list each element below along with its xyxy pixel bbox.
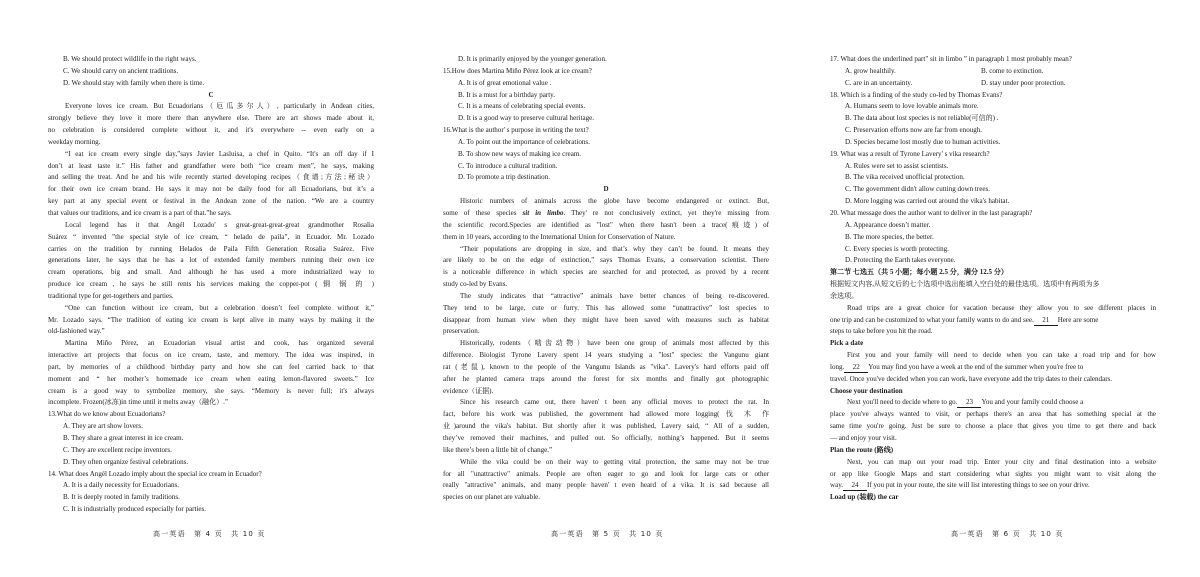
text-line: carries on the tradition by running Helados de Paila Fifth Generation Rosalia Suárez. Five: [48, 244, 374, 253]
subheading: Pick a date: [830, 339, 864, 348]
text-line: D. It is a good way to preserve cultural heritage.: [458, 114, 594, 123]
text-line: 19. What was a result of Tyrone Lavery' s vika research?: [830, 149, 990, 158]
text-line: D. Protecting the Earth takes everyone.: [845, 256, 956, 265]
passage-label: C: [208, 90, 214, 99]
text-line: B. The vika received unofficial protection.: [845, 173, 965, 182]
paragraph-line: Next you'll need to decide where to go. 23 You and your family could choose a: [847, 398, 1084, 407]
text-line: generations later, he says that he has a lot of extended family members running their own ice: [48, 256, 374, 265]
text-line: and selling the treat. And he and his wife recently started developing recipes（食谱;方法;秘诀）: [48, 173, 374, 182]
text-line: While the vika could be on their way to getting vital protection, the same may not be true: [460, 457, 769, 466]
text-line: C. The government didn't allow cutting down trees.: [845, 185, 990, 194]
text-line: 业)around the vika's habitat. But shortly after it was published, Lavery said, “ All of a sudden,: [443, 422, 769, 431]
text-line: C. We should carry on ancient traditions.: [63, 66, 179, 75]
paragraph-line: First you and your family will need to decide when you can take a road trip and for how: [847, 351, 1156, 360]
option-17d: D. stay under poor protection.: [981, 78, 1066, 87]
text-line: They tend to be large, cute or furry. This has allowed some “unattractive” lost species to: [443, 303, 769, 312]
text-line: is a noticeable difference in which species are searched for and protected, as proved by a recent: [443, 268, 769, 277]
section-instruction-cont: 余选项。: [830, 291, 859, 300]
text-line: cream operations, big and small. And although he has used a more industrialized way to: [48, 268, 374, 277]
text-line: A. To point out the importance of celebrations.: [458, 137, 590, 146]
text-line: 14. What does Angél Lozado imply about the special ice cream in Ecuador?: [48, 469, 262, 478]
text-line: D. It is primarily enjoyed by the younger generation.: [458, 55, 607, 63]
text-line: D. To promote a trip destination.: [458, 173, 550, 182]
text-line: for all "unattractive" animals. People are often eager to go and look for large cats or other: [443, 469, 769, 478]
text-line: C. Preservation efforts now are far from enough.: [845, 126, 983, 135]
text-line: A. Appearance doesn’t matter.: [845, 220, 931, 229]
text-line: cream is a good way to symbolize memory, she says. “Memory is never full; it's always: [48, 386, 374, 395]
text-line: Since his research came out, there haven' t been any official moves to protect the rat. In: [460, 398, 769, 407]
text-line: preservation.: [443, 327, 480, 336]
text-line: A. Humans seem to love lovable animals more.: [845, 102, 979, 111]
text-line: interactive art projects that focus on ice cream, taste, and memory. The idea was inspired, in: [48, 351, 374, 360]
option-17c: C. are in an uncertainty.: [845, 78, 913, 87]
text-line: them in 10 years, according to the International Union for Conservation of Nature.: [443, 232, 676, 241]
text-line: weekday morning.: [48, 137, 101, 146]
text-line: 15.How does Martina Miño Pérez look at ice cream?: [443, 66, 592, 75]
blank-24[interactable]: 24: [843, 481, 867, 491]
blank-21[interactable]: 21: [1034, 316, 1058, 326]
question-17: 17. What does the underlined part" sit in limbo ” in paragraph 1 most probably mean?: [830, 55, 1072, 63]
text-line: Historic numbers of animals across the globe have become endangered or extinct. But,: [460, 197, 769, 206]
text-line: 13.What do we know about Ecuadorians?: [48, 410, 166, 419]
text-line: D. We should stay with family when there is time.: [63, 78, 205, 87]
text-line: Everyone loves ice cream. But Ecuadorians（厄瓜多尔人）, particularly in Andean cities,: [65, 102, 374, 111]
paragraph-line: same time you're going. Just be sure to choose a place that gives you time to get there and back: [830, 422, 1156, 431]
subheading: Choose your destination: [830, 386, 903, 395]
text-line: incomplete. Frozen(冰冻)in time until it melts away（融化）.”: [48, 398, 229, 407]
text-line: disappear from human view when they might have been saved with measures such as habitat: [443, 315, 769, 324]
paragraph-line: one trip and can be customized to what your family wants to do and see. 21 Here are some: [830, 315, 1099, 324]
page-4-footer: 高一英语 第 4 页 共 10 页: [153, 530, 266, 538]
text-line: rat (老鼠), known to the people of the Vangunu Islands as "vika". Lavery's hard efforts paid off: [443, 362, 769, 371]
question-17-options-row1: [830, 66, 1156, 78]
text-line: study co-led by Evans.: [443, 280, 508, 289]
text-line: evidence（证据).: [443, 386, 494, 395]
text-line: Historically, rodents（啮齿动物）have been one group of animals most affected by this: [460, 339, 769, 348]
paragraph-line: or app like Google Maps and start considering what sights you might want to visit along the: [830, 469, 1156, 478]
text-line: B. The more species, the better.: [845, 232, 934, 241]
paragraph-line: travel. Once you've decided when you can work, have everyone add the trip dates to their calendars.: [830, 374, 1113, 383]
text-line: traditional type for get-togethers and parties.: [48, 291, 174, 300]
option-17a: A. grow healthily.: [845, 66, 896, 75]
text-line: no celebration is considered complete without it, and it's everywhere -- even early on a: [48, 126, 374, 135]
text-line: B. It is a must for a birthday party.: [458, 90, 556, 99]
paragraph-line: Next, you can map out your road trip. Enter your city and final destination into a website: [847, 457, 1156, 466]
text-line: difference. Biologist Tyrone Lavery spent 14 years studying a "lost" species: the Vangunu giant: [443, 351, 769, 360]
text-line: some of these species sit in limbo. They' re not conclusively extinct, yet they're missing from: [443, 208, 769, 217]
text-line: 20. What message does the author want to deliver in the last paragraph?: [830, 208, 1033, 217]
text-line: moment and “ her mother’s homemade ice cream when eating lemon-flavored sweets.” Ice: [48, 374, 374, 383]
section-instruction: 根据短文内容,从短文后的七个选项中选出能填入空白处的最佳选项。选项中有两项为多: [830, 280, 1100, 289]
text-line: B. We should protect wildlife in the right ways.: [63, 55, 197, 63]
paragraph-line: place you've always wanted to visit, or perhaps there's an area that has something special at the: [830, 410, 1156, 419]
text-line: B. The data about lost species is not reliable(可信的) .: [845, 114, 999, 123]
text-line: Martina Miño Pérez, an Ecuadorian visual artist and cook, has organized several: [65, 339, 374, 348]
text-line: Local legend has it that Angél Lozado' s great-great-great-great grandmother Rosalia: [65, 220, 374, 229]
text-line: 16.What is the author' s purpose in writing the text?: [443, 126, 589, 135]
paragraph-line: long. 22 You may find you have a week at the end of the summer when you're free to: [830, 362, 1084, 371]
paragraph-line: Road trips are a great choice for vacation because they allow you to see different places in: [847, 303, 1156, 312]
text-line: “Their populations are dropping in size, and that’s why they can’t be found. It means they: [460, 244, 769, 253]
text-line: A. It is a daily necessity for Ecuadorians.: [63, 481, 180, 490]
option-17b: B. come to extinction.: [981, 66, 1044, 75]
text-line: Mr. Lozado says. “The tradition of eating ice cream is kept alive in many ways by making it the: [48, 315, 374, 324]
text-line: D. More logging was carried out around the vika's habitat.: [845, 197, 1010, 206]
passage-label: D: [603, 185, 609, 194]
blank-23[interactable]: 23: [957, 398, 981, 408]
text-line: don’t at least taste it.” His father and grandfather were both “ice cream men”, he says, making: [48, 161, 374, 170]
text-line: fact, before his work was published, the government had allowed more logging( 伐 木 作: [443, 410, 769, 419]
text-line: C. They are excellent recipe inventors.: [63, 445, 172, 454]
text-line: “One can function without ice cream, but a celebration doesn’t feel complete without it,”: [65, 303, 374, 312]
text-line: strongly believe they love it more there than anywhere else. There are art shows made about it,: [48, 114, 374, 123]
text-line: A. They are art show lovers.: [63, 422, 143, 431]
text-line: B. It is deeply rooted in family traditions.: [63, 493, 180, 502]
page-5-column: [443, 54, 769, 504]
text-line: A. Rules were set to assist scientists.: [845, 161, 949, 170]
paragraph-line: way. 24 If you put in your route, the site will list interesting things to see on your drive.: [830, 481, 1090, 490]
text-line: Suárez “ invented ”the special style of ice cream, “ helado de paila”, in Ecuador. Mr. Lozado: [48, 232, 374, 241]
text-line: key part at any special event or festival in the Andean zone of the nation. “We are a country: [48, 197, 374, 206]
subheading: Load up (装载) the car: [830, 493, 899, 502]
text-line: 18. Which is a finding of the study co-led by Thomas Evans?: [830, 90, 1003, 99]
text-line: A. It is of great emotional value .: [458, 78, 552, 87]
text-line: D. Species became lost mostly due to human activities.: [845, 137, 1001, 146]
text-line: that values our traditions, and ice cream is a part of that.”he says.: [48, 208, 232, 217]
text-line: are likely to be on the edge of extinction,” says Thomas Evans, a conservation scientist. There: [443, 256, 769, 265]
emphasized-phrase: sit in limbo: [522, 208, 564, 217]
paragraph-line: — and enjoy your visit.: [830, 434, 897, 442]
text-line: “I eat ice cream every single day,”says Javier Lasluisa, a chef in Quito. “It's an off day if I: [65, 149, 374, 158]
text-line: after he planted camera traps around the forest for six months and finally got photographic: [443, 374, 769, 383]
text-line: The study indicates that “attractive” animals have better chances of being re-discovered.: [460, 291, 769, 300]
text-line: D. They often organize festival celebrations.: [63, 457, 189, 466]
text-line: C. It is a means of celebrating special events.: [458, 102, 586, 111]
paragraph-line: steps to take before you hit the road.: [830, 327, 933, 336]
section-title: 第二节 七选五（共 5 小题；每小题 2.5 分，满分 12.5 分）: [830, 268, 1008, 277]
text-line: C. Every species is worth protecting.: [845, 244, 949, 253]
questions-18-20: [830, 90, 1156, 268]
text-line: C. It is industrially produced especially for parties.: [63, 505, 207, 514]
text-line: species on our planet are valuable.: [443, 493, 541, 502]
subheading: Plan the route (路线): [830, 445, 894, 454]
page-5-footer: 高一英语 第 5 页 共 10 页: [551, 530, 664, 538]
text-line: B. To show new ways of making ice cream.: [458, 149, 582, 158]
text-line: they’ve removed their machines, and pulled out. So officially, nothing’s happened. But it seems: [443, 434, 769, 442]
text-line: the scientific record.Species are identified as "lost" when there hasn't been a trace(痕迹) of: [443, 220, 769, 229]
text-line: like there’s been a little bit of change.”: [443, 445, 553, 454]
text-line: for their own ice cream brand. He says it may not be daily food for all Ecuadorians, but it’s a: [48, 185, 374, 194]
text-line: really "attractive" animals, and many people haven' t even heard of a vika. It is sad because all: [443, 481, 769, 490]
text-line: old-fashioned way.”: [48, 327, 105, 336]
blank-22[interactable]: 22: [844, 363, 868, 373]
page-4-column: [48, 54, 374, 516]
page-6-footer: 高一英语 第 6 页 共 10 页: [951, 530, 1064, 538]
text-line: C. To introduce a cultural tradition.: [458, 161, 558, 170]
text-line: B. They share a great interest in ice cream.: [63, 434, 184, 442]
text-line: part, by memories of a childhood birthday party and how she can feel carried back to that: [48, 362, 374, 371]
text-line: produce ice cream , he says he still rents his services making the copper-pot ( 铜 锅 的 ): [48, 280, 374, 289]
page-6-column: [830, 54, 1156, 504]
question-17-options-row2: [830, 78, 1156, 90]
